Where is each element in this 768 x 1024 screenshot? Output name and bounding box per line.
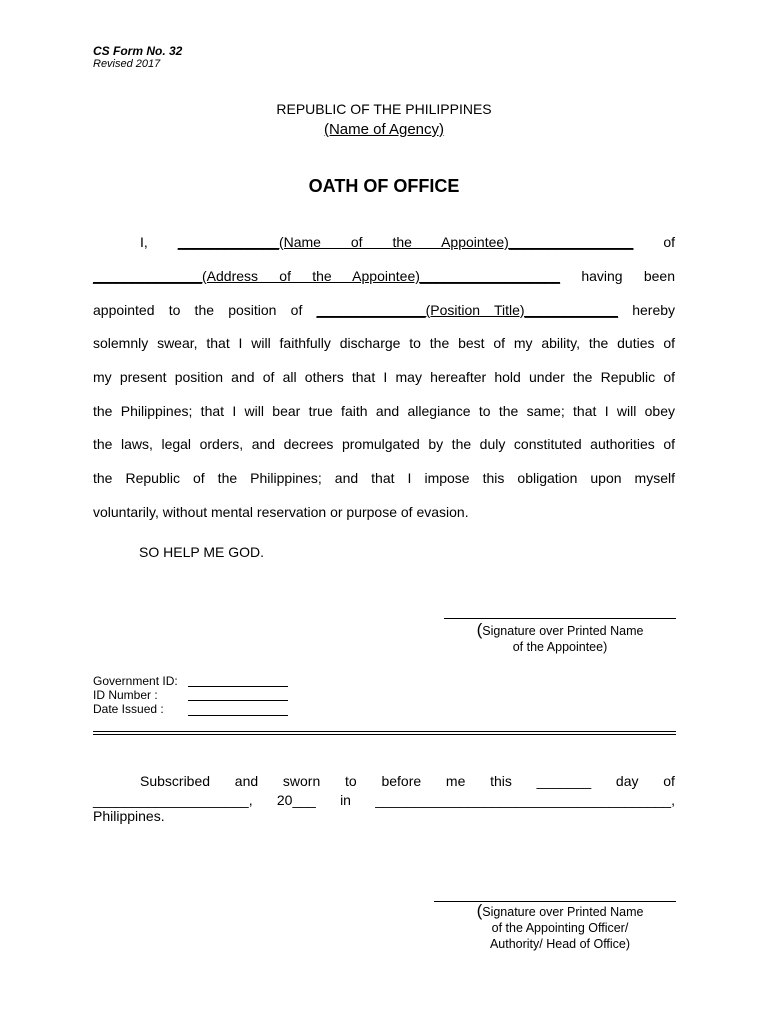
- jurat-word: day: [615, 773, 639, 789]
- jurat-word: this: [490, 773, 512, 789]
- position-blank-end: ____________: [524, 302, 618, 318]
- oath-line-4: solemnly swear, that I will faithfully discharge to the best of my ability, the duties of: [93, 335, 675, 351]
- address-blank-end: __________________: [419, 268, 561, 284]
- caption-paren: (: [476, 620, 483, 639]
- jurat-line-3: Philippines.: [93, 808, 165, 824]
- jurat-line-1: [93, 772, 675, 790]
- appointee-address-blank[interactable]: [93, 268, 560, 284]
- oath-line-5: my present position and of all others that I may hereafter hold under the Republic of: [93, 369, 675, 385]
- appointee-caption-line-2: of the Appointee): [512, 640, 608, 654]
- oath-line-7: the laws, legal orders, and decrees promulgated by the duly constituted authorities of: [93, 436, 675, 452]
- id-number-field[interactable]: [188, 700, 288, 701]
- address-blank-start: ______________: [93, 268, 203, 284]
- appointee-name-blank[interactable]: [178, 234, 634, 250]
- oath-line-8: the Republic of the Philippines; and that I impose this obligation upon myself: [93, 470, 675, 486]
- jurat-word: and: [234, 773, 259, 789]
- hereby-text: hereby: [632, 302, 676, 318]
- place-blank[interactable]: ______________________________________,: [375, 792, 675, 808]
- revision-date: Revised 2017: [93, 58, 161, 70]
- oath-line-2: [93, 267, 675, 285]
- position-placeholder: (Position Title): [425, 302, 525, 318]
- jurat-word: Subscribed: [140, 773, 211, 789]
- date-issued-label: Date Issued :: [93, 702, 164, 716]
- caption-paren: (: [476, 901, 483, 920]
- officer-signature-line[interactable]: [434, 901, 676, 902]
- agency-name: [0, 121, 768, 138]
- oath-line-3: [93, 301, 675, 319]
- agency-name-text: (Name of Agency): [323, 121, 445, 138]
- appointee-signature-line[interactable]: [444, 618, 676, 619]
- officer-caption-line-1: Signature over Printed Name: [482, 905, 644, 919]
- oath-line-1: [93, 233, 675, 251]
- officer-caption-line-2: of the Appointing Officer/: [491, 921, 629, 935]
- address-placeholder: (Address of the Appointee): [202, 268, 420, 284]
- oath-line-9: voluntarily, without mental reservation or purpose of evasion.: [93, 504, 469, 520]
- month-blank[interactable]: ____________________,: [93, 792, 253, 808]
- government-id-label: Government ID:: [93, 674, 178, 688]
- oath-of-word: of: [663, 234, 676, 250]
- divider-rule-top: [93, 731, 676, 732]
- jurat-word: sworn: [282, 773, 321, 789]
- page-title: OATH OF OFFICE: [308, 176, 460, 196]
- having-been-text: having been: [581, 268, 675, 284]
- date-issued-field[interactable]: [188, 715, 288, 716]
- form-number: CS Form No. 32: [93, 44, 183, 58]
- year-blank[interactable]: 20___: [276, 792, 316, 808]
- officer-caption-line-3: Authority/ Head of Office): [489, 937, 631, 951]
- appointed-text: appointed to the position of: [93, 302, 303, 318]
- appointee-signature-caption: [440, 622, 680, 655]
- so-help-me-god: SO HELP ME GOD.: [139, 544, 264, 560]
- appointee-caption-line-1: Signature over Printed Name: [482, 624, 644, 638]
- day-blank[interactable]: _______: [536, 773, 592, 789]
- id-number-label: ID Number :: [93, 688, 158, 702]
- appointee-name-blank-start: _____________: [177, 234, 279, 250]
- appointee-name-placeholder: (Name of the Appointee): [278, 234, 509, 250]
- jurat-word: to: [345, 773, 357, 789]
- jurat-word: of: [663, 773, 675, 789]
- position-title-blank[interactable]: [317, 302, 618, 318]
- position-blank-start: ______________: [316, 302, 426, 318]
- appointee-name-blank-end: ________________: [508, 234, 634, 250]
- oath-pronoun: I,: [140, 234, 148, 250]
- in-word: in: [340, 792, 351, 808]
- jurat-word: me: [445, 773, 466, 789]
- government-id-field[interactable]: [188, 686, 288, 687]
- divider-rule-bottom: [93, 734, 676, 735]
- jurat-word: before: [381, 773, 422, 789]
- republic-heading: REPUBLIC OF THE PHILIPPINES: [276, 101, 492, 117]
- officer-signature-caption: [440, 903, 680, 952]
- oath-line-6: the Philippines; that I will bear true faith and allegiance to the same; that I will obey: [93, 403, 675, 419]
